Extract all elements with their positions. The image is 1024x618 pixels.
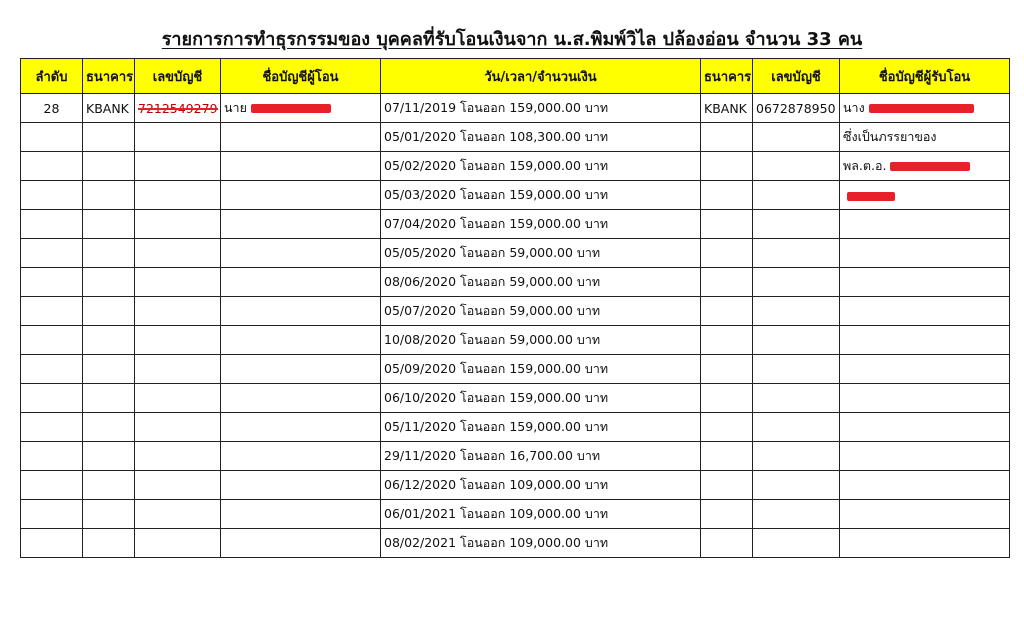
cell-order xyxy=(21,442,83,471)
cell-sender-name xyxy=(221,384,381,413)
cell-date-amount-text: 05/09/2020 โอนออก 159,000.00 บาท xyxy=(384,361,609,376)
cell-receiver-name xyxy=(840,239,1010,268)
cell-receiver-name xyxy=(840,413,1010,442)
cell-date-amount xyxy=(381,500,701,529)
cell-bank xyxy=(83,500,135,529)
cell-receiver-account xyxy=(753,268,840,297)
cell-receiver-account xyxy=(753,210,840,239)
cell-receiver-bank xyxy=(701,152,753,181)
cell-date-amount xyxy=(381,297,701,326)
table-row xyxy=(21,239,1010,268)
cell-sender-name xyxy=(221,471,381,500)
cell-order xyxy=(21,152,83,181)
cell-date-amount xyxy=(381,94,701,123)
cell-order xyxy=(21,413,83,442)
cell-bank xyxy=(83,94,135,123)
cell-account xyxy=(135,529,221,558)
cell-bank xyxy=(83,529,135,558)
cell-sender-name xyxy=(221,326,381,355)
cell-account xyxy=(135,326,221,355)
cell-account xyxy=(135,123,221,152)
cell-receiver-name xyxy=(840,471,1010,500)
cell-order xyxy=(21,181,83,210)
cell-receiver-name xyxy=(840,268,1010,297)
cell-order xyxy=(21,94,83,123)
cell-receiver-bank xyxy=(701,210,753,239)
cell-order xyxy=(21,326,83,355)
table-row xyxy=(21,123,1010,152)
table-row xyxy=(21,471,1010,500)
cell-receiver-account xyxy=(753,442,840,471)
cell-date-amount xyxy=(381,268,701,297)
cell-date-amount xyxy=(381,529,701,558)
cell-date-amount xyxy=(381,471,701,500)
cell-receiver-bank xyxy=(701,413,753,442)
cell-order xyxy=(21,123,83,152)
redaction-mark xyxy=(869,104,974,113)
table-row xyxy=(21,326,1010,355)
cell-account xyxy=(135,355,221,384)
cell-account xyxy=(135,500,221,529)
cell-receiver-bank-text: KBANK xyxy=(704,100,747,116)
cell-sender-name xyxy=(221,181,381,210)
cell-receiver-account xyxy=(753,500,840,529)
cell-sender-name xyxy=(221,268,381,297)
cell-date-amount-text: 05/07/2020 โอนออก 59,000.00 บาท xyxy=(384,303,601,318)
cell-date-amount xyxy=(381,123,701,152)
cell-receiver-bank xyxy=(701,529,753,558)
cell-sender-name xyxy=(221,355,381,384)
cell-account xyxy=(135,413,221,442)
cell-receiver-name xyxy=(840,529,1010,558)
cell-receiver-account xyxy=(753,94,840,123)
table-body xyxy=(21,94,1010,558)
cell-receiver-name xyxy=(840,326,1010,355)
table-row xyxy=(21,181,1010,210)
document-title: รายการการทำธุรกรรมของ บุคคลที่รับโอนเงินจาก น.ส.พิมพ์วิไล ปล้องอ่อน จำนวน 33 คน xyxy=(161,29,863,50)
header-receiver-account: เลขบัญชี xyxy=(753,59,840,94)
table-header-row xyxy=(21,59,1010,94)
cell-sender-name xyxy=(221,413,381,442)
cell-order xyxy=(21,268,83,297)
cell-bank-text: KBANK xyxy=(86,100,129,116)
cell-date-amount-text: 08/02/2021 โอนออก 109,000.00 บาท xyxy=(384,535,609,550)
table-row xyxy=(21,413,1010,442)
table-row xyxy=(21,442,1010,471)
cell-date-amount xyxy=(381,355,701,384)
cell-receiver-account xyxy=(753,471,840,500)
table-row xyxy=(21,268,1010,297)
cell-sender-name-text: นาย xyxy=(224,100,247,115)
cell-receiver-account xyxy=(753,355,840,384)
cell-order xyxy=(21,529,83,558)
cell-order xyxy=(21,355,83,384)
cell-bank xyxy=(83,152,135,181)
cell-receiver-name xyxy=(840,94,1010,123)
cell-account xyxy=(135,181,221,210)
cell-sender-name xyxy=(221,210,381,239)
cell-date-amount-text: 29/11/2020 โอนออก 16,700.00 บาท xyxy=(384,448,601,463)
cell-receiver-account xyxy=(753,152,840,181)
cell-account xyxy=(135,94,221,123)
cell-account xyxy=(135,384,221,413)
cell-receiver-name-text: พล.ต.อ. xyxy=(843,158,887,173)
cell-receiver-name xyxy=(840,355,1010,384)
table-row xyxy=(21,355,1010,384)
table-row xyxy=(21,500,1010,529)
cell-date-amount-text: 05/11/2020 โอนออก 159,000.00 บาท xyxy=(384,419,609,434)
cell-order xyxy=(21,500,83,529)
cell-receiver-account xyxy=(753,239,840,268)
cell-account xyxy=(135,210,221,239)
cell-date-amount-text: 05/01/2020 โอนออก 108,300.00 บาท xyxy=(384,129,609,144)
cell-receiver-bank xyxy=(701,181,753,210)
cell-date-amount-text: 08/06/2020 โอนออก 59,000.00 บาท xyxy=(384,274,601,289)
cell-receiver-account xyxy=(753,123,840,152)
table-row xyxy=(21,384,1010,413)
cell-receiver-bank xyxy=(701,384,753,413)
header-sender-name: ชื่อบัญชีผู้โอน xyxy=(221,59,381,94)
cell-bank xyxy=(83,297,135,326)
cell-sender-name xyxy=(221,239,381,268)
cell-order xyxy=(21,471,83,500)
cell-date-amount-text: 06/01/2021 โอนออก 109,000.00 บาท xyxy=(384,506,609,521)
cell-receiver-account xyxy=(753,384,840,413)
cell-receiver-bank xyxy=(701,471,753,500)
cell-date-amount-text: 06/12/2020 โอนออก 109,000.00 บาท xyxy=(384,477,609,492)
cell-receiver-name xyxy=(840,442,1010,471)
cell-receiver-bank xyxy=(701,442,753,471)
cell-bank xyxy=(83,326,135,355)
transactions-table xyxy=(20,58,1010,558)
header-order: ลำดับ xyxy=(21,59,83,94)
redaction-mark xyxy=(847,192,895,201)
cell-order xyxy=(21,297,83,326)
cell-sender-name xyxy=(221,500,381,529)
cell-receiver-account xyxy=(753,326,840,355)
table-row xyxy=(21,297,1010,326)
cell-date-amount-text: 10/08/2020 โอนออก 59,000.00 บาท xyxy=(384,332,601,347)
table-row xyxy=(21,94,1010,123)
header-receiver-bank: ธนาคาร xyxy=(701,59,753,94)
cell-receiver-bank xyxy=(701,123,753,152)
cell-receiver-bank xyxy=(701,239,753,268)
cell-order-text: 28 xyxy=(43,100,60,116)
cell-bank xyxy=(83,471,135,500)
cell-date-amount-text: 07/04/2020 โอนออก 159,000.00 บาท xyxy=(384,216,609,231)
cell-receiver-name xyxy=(840,152,1010,181)
cell-receiver-bank xyxy=(701,355,753,384)
cell-receiver-name xyxy=(840,181,1010,210)
cell-receiver-name xyxy=(840,123,1010,152)
header-date-amount: วัน/เวลา/จำนวนเงิน xyxy=(381,59,701,94)
cell-account xyxy=(135,268,221,297)
cell-date-amount xyxy=(381,210,701,239)
cell-date-amount-text: 05/05/2020 โอนออก 59,000.00 บาท xyxy=(384,245,601,260)
table-row xyxy=(21,210,1010,239)
cell-date-amount xyxy=(381,326,701,355)
header-account: เลขบัญชี xyxy=(135,59,221,94)
cell-date-amount xyxy=(381,384,701,413)
cell-account xyxy=(135,152,221,181)
cell-receiver-account xyxy=(753,181,840,210)
cell-receiver-account xyxy=(753,529,840,558)
cell-bank xyxy=(83,268,135,297)
cell-receiver-bank xyxy=(701,297,753,326)
cell-receiver-name xyxy=(840,384,1010,413)
cell-bank xyxy=(83,355,135,384)
cell-sender-name xyxy=(221,152,381,181)
cell-account xyxy=(135,239,221,268)
cell-date-amount xyxy=(381,442,701,471)
cell-account-text: 7212549279 xyxy=(138,100,218,116)
redaction-mark xyxy=(890,162,970,171)
cell-bank xyxy=(83,413,135,442)
cell-date-amount xyxy=(381,413,701,442)
cell-order xyxy=(21,210,83,239)
cell-bank xyxy=(83,181,135,210)
cell-date-amount xyxy=(381,239,701,268)
cell-receiver-bank xyxy=(701,326,753,355)
cell-date-amount xyxy=(381,152,701,181)
cell-receiver-account-text: 0672878950 xyxy=(756,100,836,116)
cell-sender-name xyxy=(221,529,381,558)
cell-receiver-bank xyxy=(701,94,753,123)
cell-date-amount xyxy=(381,181,701,210)
cell-receiver-name xyxy=(840,210,1010,239)
cell-bank xyxy=(83,123,135,152)
cell-account xyxy=(135,442,221,471)
cell-date-amount-text: 07/11/2019 โอนออก 159,000.00 บาท xyxy=(384,100,609,115)
cell-account xyxy=(135,297,221,326)
cell-bank xyxy=(83,239,135,268)
cell-receiver-account xyxy=(753,413,840,442)
redaction-mark xyxy=(251,104,331,113)
header-bank: ธนาคาร xyxy=(83,59,135,94)
table-row xyxy=(21,152,1010,181)
cell-receiver-bank xyxy=(701,268,753,297)
cell-receiver-account xyxy=(753,297,840,326)
cell-receiver-name xyxy=(840,297,1010,326)
cell-sender-name xyxy=(221,442,381,471)
cell-account xyxy=(135,471,221,500)
cell-bank xyxy=(83,384,135,413)
cell-bank xyxy=(83,210,135,239)
cell-receiver-name-text: นาง xyxy=(843,100,865,115)
cell-date-amount-text: 06/10/2020 โอนออก 159,000.00 บาท xyxy=(384,390,609,405)
cell-order xyxy=(21,239,83,268)
cell-date-amount-text: 05/02/2020 โอนออก 159,000.00 บาท xyxy=(384,158,609,173)
cell-bank xyxy=(83,442,135,471)
cell-receiver-bank xyxy=(701,500,753,529)
header-receiver-name: ชื่อบัญชีผู้รับโอน xyxy=(840,59,1010,94)
cell-order xyxy=(21,384,83,413)
cell-receiver-name-text: ซึ่งเป็นภรรยาของ xyxy=(843,129,937,144)
table-row xyxy=(21,529,1010,558)
cell-sender-name xyxy=(221,297,381,326)
cell-date-amount-text: 05/03/2020 โอนออก 159,000.00 บาท xyxy=(384,187,609,202)
cell-receiver-name xyxy=(840,500,1010,529)
cell-sender-name xyxy=(221,94,381,123)
cell-sender-name xyxy=(221,123,381,152)
